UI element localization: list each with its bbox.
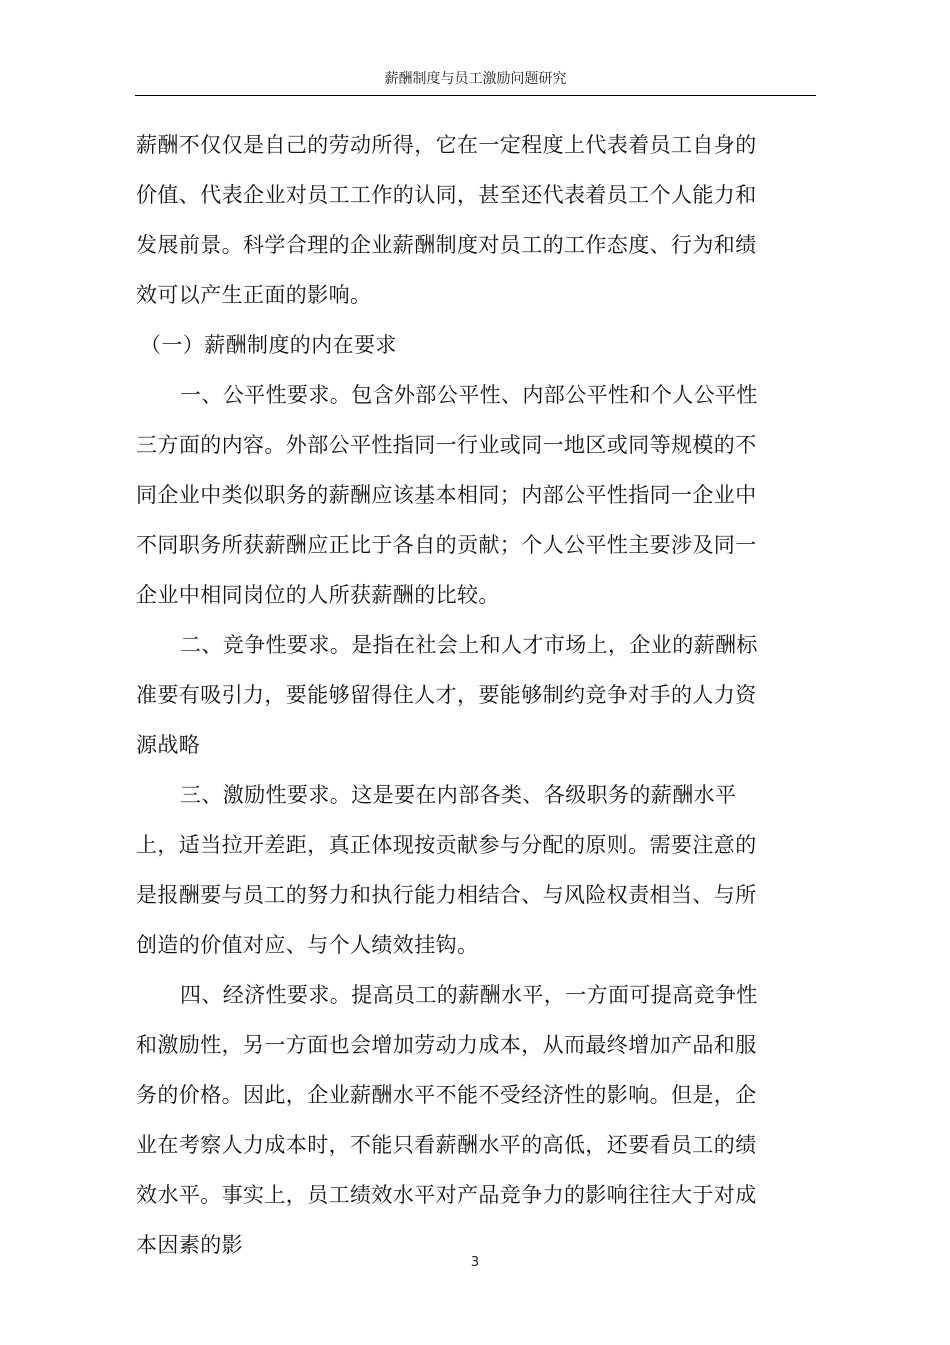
paragraph-incentive: 三、激励性要求。这是要在内部各类、各级职务的薪酬水平上，适当拉开差距，真正体现按贡献参与分配的原则。需要注意的是报酬要与员工的努力和执行能力相结合、与风险权责相当、与所创造的价值对应、与个人绩效挂钩。: [136, 783, 757, 957]
document-body: [136, 120, 769, 1270]
running-header: 薪酬制度与员工激励问题研究: [384, 71, 567, 87]
paragraph-economy: 四、经济性要求。提高员工的薪酬水平，一方面可提高竞争性和激励性，另一方面也会增加劳动力成本，从而最终增加产品和服务的价格。因此，企业薪酬水平不能不受经济性的影响。但是，企业在考察人力成本时，不能只看薪酬水平的高低，还要看员工的绩效水平。事实上，员工绩效水平对产品竞争力的影响往往大于对成本因素的影: [136, 983, 758, 1257]
paragraph-intro: 薪酬不仅仅是自己的劳动所得，它在一定程度上代表着员工自身的价值、代表企业对员工工作的认同，甚至还代表着员工个人能力和发展前景。科学合理的企业薪酬制度对员工的工作态度、行为和绩效可以产生正面的影响。: [136, 133, 757, 307]
section-heading: （一）薪酬制度的内在要求: [140, 333, 397, 357]
page-number: 3: [470, 1255, 480, 1270]
header-divider: [135, 95, 816, 96]
paragraph-fairness: 一、公平性要求。包含外部公平性、内部公平性和个人公平性三方面的内容。外部公平性指同一行业或同一地区或同等规模的不同企业中类似职务的薪酬应该基本相同；内部公平性指同一企业中不同职务所获薪酬应正比于各自的贡献；个人公平性主要涉及同一企业中相同岗位的人所获薪酬的比较。: [136, 383, 758, 607]
paragraph-competitiveness: 二、竞争性要求。是指在社会上和人才市场上，企业的薪酬标准要有吸引力，要能够留得住人才，要能够制约竞争对手的人力资源战略: [136, 633, 758, 757]
